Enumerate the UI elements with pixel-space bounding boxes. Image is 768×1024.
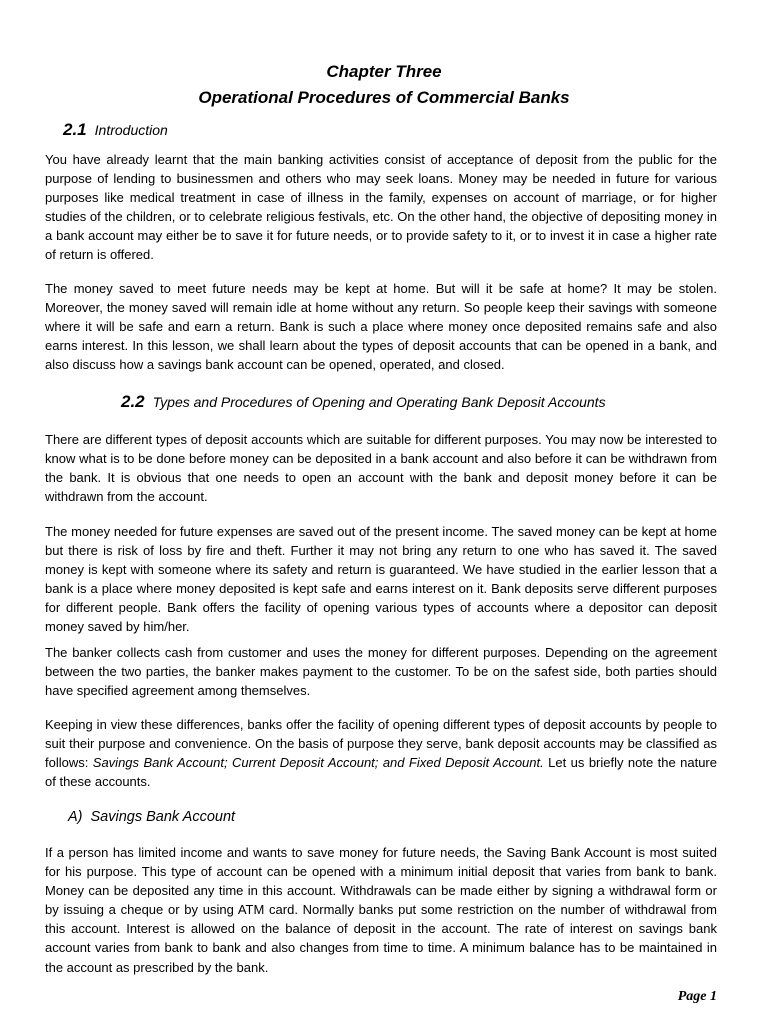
section-number: 2.1 bbox=[63, 120, 87, 139]
page-number: Page 1 bbox=[677, 989, 717, 1004]
subsection-letter: A) bbox=[68, 809, 83, 825]
chapter-title: Chapter Three bbox=[326, 62, 442, 81]
account-types-list: Savings Bank Account; Current Deposit Account; and Fixed Deposit Account. bbox=[92, 755, 544, 771]
section-number: 2.2 bbox=[121, 392, 145, 411]
paragraph: There are different types of deposit accounts which are suitable for different purposes. You may now be interested to know what is to be done before money can be deposited in a bank account and also before it can be withdrawn from the bank. It is obvious that one needs to open an account with the bank and deposit money before it can be withdrawn from the account. bbox=[45, 432, 717, 505]
section-heading-introduction bbox=[63, 119, 168, 141]
chapter-subtitle: Operational Procedures of Commercial Banks bbox=[198, 88, 570, 107]
classification-paragraph bbox=[45, 715, 717, 791]
subsection-title: Savings Bank Account bbox=[90, 809, 236, 825]
paragraph: The money saved to meet future needs may be kept at home. But will it be safe at home? It may be stolen. Moreover, the money saved will remain idle at home without any return. So people keep their savings with someone where it will be safe and earn a return. Bank is such a place where money once deposited remains safe and also earns interest. In this lesson, we shall learn about the types of deposit accounts that can be opened in a bank, and also discuss how a savings bank account can be opened, operated, and closed. bbox=[45, 281, 717, 373]
section-title: Types and Procedures of Opening and Operating Bank Deposit Accounts bbox=[152, 394, 606, 410]
paragraph: The money needed for future expenses are saved out of the present income. The saved money can be kept at home but there is risk of loss by fire and theft. Further it may not bring any return to one who has saved it. The saved money is kept with someone where its safety and return is guaranteed. We have studied in the earlier lesson that a bank is a place where money deposited is kept safe and earns interest on it. Bank deposits serve different purposes for different people. Bank offers the facility of opening various types of accounts where a depositor can deposit money saved by him/her. bbox=[45, 524, 717, 635]
subsection-heading-savings bbox=[68, 806, 235, 828]
paragraph-tail: Let us briefly note the nature of these accounts. bbox=[45, 755, 717, 790]
paragraph: You have already learnt that the main banking activities consist of acceptance of deposit from the public for the purpose of lending to businessmen and others who may seek loans. Money may be needed in future for various purposes like medical treatment in case of illness in the family, expenses on account of marriage, or for higher studies of the children, or to celebrate religious festivals, etc. On the other hand, the objective of depositing money in a bank account may either be to save it for future needs, or to provide safety to it, or to invest it in case a higher rate of return is offered. bbox=[45, 152, 717, 263]
paragraph: The banker collects cash from customer and uses the money for different purposes. Depending on the agreement between the two parties, the banker makes payment to the customer. To be on the safest side, both parties should have specified agreement among themselves. bbox=[45, 645, 717, 699]
paragraph: If a person has limited income and wants to save money for future needs, the Saving Bank Account is most suited for his purpose. This type of account can be opened with a minimum initial deposit that varies from bank to bank. Money can be deposited any time in this account. Withdrawals can be made either by signing a withdrawal form or by issuing a cheque or by using ATM card. Normally banks put some restriction on the number of withdrawal from this account. Interest is allowed on the balance of deposit in the account. The rate of interest on savings bank account varies from bank to bank and also changes from time to time. A minimum balance has to be maintained in the account as prescribed by the bank. bbox=[45, 845, 717, 975]
paragraph-lead: Keeping in view these differences, banks offer the facility of opening different types of deposit accounts by people to suit their purpose and convenience. On the basis of purpose they serve, bank deposit accounts may be classified as follows: bbox=[45, 717, 717, 771]
section-heading-types bbox=[121, 391, 606, 413]
section-title: Introduction bbox=[94, 122, 168, 138]
